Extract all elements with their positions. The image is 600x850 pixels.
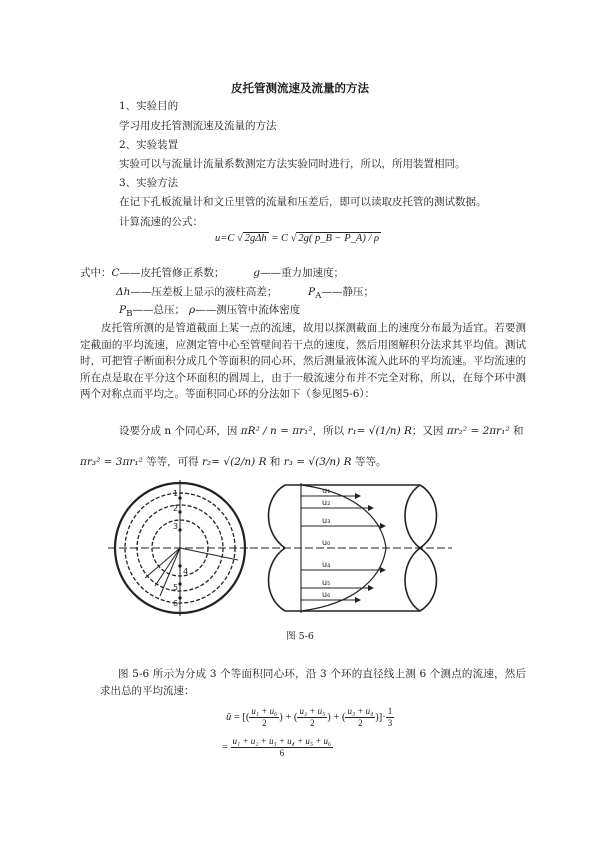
legend-g-desc: ——重力加速度；: [259, 267, 344, 279]
concentric-rings-diagram: [108, 480, 252, 616]
ring-line-1-d: r₁= √(1/n) R: [347, 425, 412, 437]
formula-lhs: u=C: [215, 233, 235, 244]
ring-line-1-c: ，所以: [312, 425, 348, 437]
legend-rho-desc: ——测压管中流体密度: [195, 304, 301, 316]
ring-label-3: 3: [173, 522, 179, 531]
ring-line-2-c: r₂= √(2/n) R: [202, 456, 267, 468]
calc-label: 计算流速的公式：: [119, 216, 203, 228]
ring-line-2: [80, 455, 386, 469]
velocity-label-u5: u₅: [322, 578, 331, 587]
legend-c-symbol: C: [111, 267, 120, 279]
legend-pa-desc: ——静压；: [321, 286, 374, 298]
legend-pa-sub: A: [315, 291, 322, 302]
radius-r1-line: [145, 548, 180, 578]
velocity-label-u4: u₄: [322, 560, 331, 569]
paragraph-pitot-method: 皮托管所测的是管道截面上某一点的流速，故用以探测截面上的速度分布最为适宜。若要测定截面的平均流速，应测定管中心至管壁间若干点的速度，然后用图解积分法求其平均值。测试时，可把管子断面积分成几个等面积的同心环，然后测量液体流入此环的平均流速。平均流速的所在点是取在平分这个环面积的圆周上，由于一般流速分布并不完全对称，所以，在每个环中测两个对称点而平均之。等面积同心环的分法如下（参见图5-6）：: [80, 322, 526, 400]
ring-label-4: 4: [183, 567, 189, 576]
legend-line-2: [116, 285, 374, 303]
formula2-eq: = [(: [231, 711, 250, 723]
velocity-label-u3: u₃: [322, 516, 331, 525]
ring-label-1: 1: [173, 489, 179, 498]
page-title: 皮托管测流速及流量的方法: [231, 81, 369, 95]
ring-label-6: 6: [173, 599, 179, 608]
legend-dh-desc: ——压差板上显示的液柱高差；: [130, 286, 278, 298]
ring-line-1-e: ；又因: [411, 425, 447, 437]
section-3-heading: 3、实验方法: [119, 177, 179, 189]
formula-mid: = C: [268, 233, 291, 244]
ring-label-2: 2: [173, 504, 179, 513]
pipe-velocity-profile-diagram: [250, 483, 452, 613]
section-2-heading: 2、实验装置: [119, 139, 179, 151]
velocity-formula: u=C √ 2gΔh = C √ 2g( p_B − P_A) / ρ: [215, 233, 380, 244]
legend-pb-desc: ——总压；: [132, 304, 186, 316]
formula2-frac-2: $\frac{\text{u₂ + u₅}}{2}$: [299, 706, 326, 728]
legend-dh-symbol: Δh: [116, 286, 131, 298]
ring-line-1-b: πR² / n = πr₁²: [240, 425, 313, 437]
average-velocity-result: = $\frac{\text{u₁ + u₂ + u₃ + u₄ + u₅ + u₆}}{6}$: [222, 736, 332, 758]
formula2-frac-3: $\frac{\text{u₃ + u₄}}{2}$: [347, 706, 374, 728]
legend-line-1: [80, 266, 344, 280]
legend-pb-sub: B: [126, 309, 133, 320]
velocity-label-u0: u₀: [322, 538, 331, 547]
legend-c-desc: ——皮托管修正系数；: [119, 267, 225, 279]
formula2-frac-1: $\frac{\text{u₁ + u₆}}{2}$: [251, 706, 278, 728]
velocity-label-u6: u₆: [322, 590, 331, 599]
radius-r-line: [180, 548, 238, 560]
legend-prefix: 式中：: [80, 267, 112, 279]
formula2-ubar: ū: [226, 711, 232, 723]
formula2-frac-third: $\frac{1}{3}$: [387, 706, 393, 728]
ring-line-1: [119, 424, 523, 438]
velocity-label-u1: u₁: [322, 486, 331, 495]
ring-line-2-f: 等等。: [351, 456, 387, 468]
paragraph-average-velocity: 图 5-6 所示为分成 3 个等面积同心环，沿 3 个环的直径线上测 6 个测点的流速，然后求出总的平均流速：: [100, 668, 526, 697]
section-1-text: 学习用皮托管测流速及流量的方法: [119, 120, 277, 132]
formula-root-1: 2gΔh: [244, 233, 267, 244]
ring-label-5: 5: [173, 583, 179, 592]
legend-rho-symbol: ρ: [189, 304, 196, 316]
ring-line-1-a: 设要分成 n 个同心环，因: [119, 425, 241, 437]
ring-line-2-a: πr₃² = 3πr₁²: [80, 456, 143, 468]
ring-line-2-d: 和: [266, 456, 284, 468]
figure-caption: 图 5-6: [286, 631, 314, 642]
legend-line-3: [119, 303, 300, 321]
velocity-label-u2: u₂: [322, 498, 331, 507]
ring-line-2-b: 等等，可得: [142, 456, 203, 468]
section-2-text: 实验可以与流量计流量系数测定方法实验同时进行，所以，所用装置相同。: [119, 158, 466, 170]
formula2-frac-final: $\frac{\text{u₁ + u₂ + u₃ + u₄ + u₅ + u₆}}{6}$: [232, 736, 332, 758]
legend-g-symbol: g: [253, 267, 260, 279]
ring-line-1-g: 和: [509, 425, 524, 437]
section-1-heading: 1、实验目的: [119, 100, 179, 112]
velocity-labels: [322, 486, 330, 599]
average-velocity-formula: ū = [( $\frac{\text{u₁ + u₆}}{2}$ ) + ( $\frac{\text{u₂ + u₅}}{2}$ ) + ( $\frac{\text{u₃ + u₄}}{2}$ )]· $\frac{1}{3}$: [226, 706, 393, 728]
ring-line-2-e: r₃ = √(3/n) R: [283, 456, 352, 468]
ring-line-1-f: πr₂² = 2πr₁²: [446, 425, 510, 437]
formula-root-2: 2g( p_B − P_A) / ρ: [298, 233, 380, 244]
figure-5-6: [100, 478, 460, 618]
legend-pa-symbol: P: [308, 286, 316, 298]
section-3-text: 在记下孔板流量计和文丘里管的流量和压差后，即可以读取皮托管的测试数据。: [119, 196, 487, 208]
legend-pb-symbol: P: [119, 304, 127, 316]
formula2-tail: )]·: [375, 711, 386, 723]
